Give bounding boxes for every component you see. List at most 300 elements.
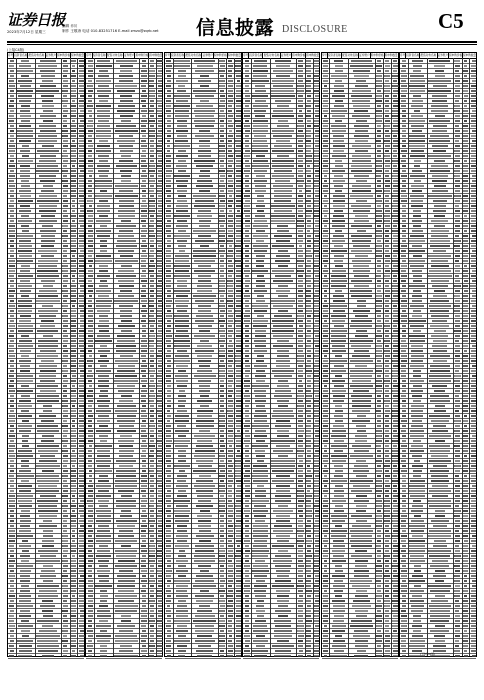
table-cell-text <box>463 430 468 432</box>
table-cell-text <box>276 570 290 572</box>
table-cell-text <box>22 155 29 157</box>
table-cell-text <box>356 425 366 427</box>
table-cell-text <box>236 290 240 292</box>
table-cell-text <box>141 110 147 112</box>
table-cell-text <box>176 610 189 612</box>
table-cell-text <box>167 205 171 207</box>
table-cell-text <box>175 115 189 117</box>
table-cell-text <box>411 415 423 417</box>
table-cell-text <box>157 220 163 222</box>
table-cell-text <box>235 310 241 312</box>
table-cell-text <box>471 370 477 372</box>
table-cell-text <box>314 340 319 342</box>
table-cell-text <box>88 270 93 272</box>
table-cell-text <box>385 590 389 592</box>
table-cell-text <box>471 145 476 147</box>
table-cell-text <box>119 530 132 532</box>
table-cell-text <box>314 490 319 492</box>
table-cell-text <box>393 465 397 467</box>
table-cell-text <box>298 525 302 527</box>
table-cell-text <box>392 625 398 627</box>
table-cell-text <box>245 365 250 367</box>
table-cell-text <box>401 290 406 292</box>
table-cell-text <box>166 530 171 532</box>
table-cell-text <box>227 595 233 597</box>
table-cell-text <box>245 550 250 552</box>
table-cell-text <box>63 335 68 337</box>
table-cell-text <box>277 350 289 352</box>
table-cell-text <box>413 330 420 332</box>
table-cell-text <box>245 625 249 627</box>
table-cell-text <box>298 470 303 472</box>
table-cell-text <box>149 305 154 307</box>
table-cell-text <box>142 135 146 137</box>
table-cell-text <box>17 375 33 377</box>
table-cell-text <box>393 65 398 67</box>
table-cell-text <box>385 470 389 472</box>
table-cell-text <box>323 70 328 72</box>
table-cell-text <box>167 565 171 567</box>
table-cell-text <box>88 155 92 157</box>
table-cell-text <box>174 640 190 642</box>
table-cell-text <box>413 215 421 217</box>
table-cell-text <box>97 115 111 117</box>
table-cell-text <box>376 485 381 487</box>
table-cell-text <box>413 290 421 292</box>
table-cell-text <box>87 105 93 107</box>
table-cell-text <box>79 335 84 337</box>
table-cell-text <box>157 440 163 442</box>
table-cell-text <box>385 545 390 547</box>
table-cell-text <box>253 465 267 467</box>
table-cell-text <box>323 100 327 102</box>
table-cell-text <box>393 250 398 252</box>
table-cell-text <box>96 290 111 292</box>
table-cell-text <box>377 425 382 427</box>
table-cell-text <box>229 130 233 132</box>
table-cell-text <box>10 130 15 132</box>
table-cell-text <box>454 60 460 62</box>
table-cell-text <box>63 285 67 287</box>
table-cell-text <box>157 235 162 237</box>
table-cell-text <box>271 220 294 222</box>
table-cell-text <box>228 85 233 87</box>
table-cell-text <box>119 200 134 202</box>
table-cell-text <box>38 450 58 452</box>
table-cell-text <box>21 265 30 267</box>
table-cell-text <box>174 265 189 267</box>
table-cell-text <box>306 190 311 192</box>
table-cell-text <box>298 330 302 332</box>
table-cell-text <box>411 350 423 352</box>
table-cell-text <box>43 285 53 287</box>
table-cell-text <box>88 80 92 82</box>
table-cell-text <box>62 425 68 427</box>
table-cell-text <box>195 640 215 642</box>
table-cell-text <box>142 360 146 362</box>
table-cell-text <box>245 360 249 362</box>
table-cell-text <box>276 535 291 537</box>
table-header-cell: 拟申购数量 <box>306 54 320 57</box>
table-cell-text <box>79 240 84 242</box>
table-cell-text <box>392 270 398 272</box>
table-cell-text <box>71 415 77 417</box>
table-cell-text <box>315 640 319 642</box>
table-cell-text <box>236 160 242 162</box>
table-cell-text <box>19 65 31 67</box>
table-cell-text <box>432 180 447 182</box>
table-cell-text <box>10 125 15 127</box>
table-cell-text <box>79 480 84 482</box>
table-cell-text <box>72 555 76 557</box>
table-cell-text <box>334 440 344 442</box>
table-cell-text <box>245 340 249 342</box>
table-cell-text <box>176 130 188 132</box>
table-cell-text <box>275 650 291 652</box>
table-cell-text <box>9 455 15 457</box>
table-cell-text <box>245 200 250 202</box>
table-cell-text <box>228 135 233 137</box>
table-cell-text <box>277 575 288 577</box>
table-cell-text <box>9 435 15 437</box>
table-cell-text <box>331 275 346 277</box>
table-cell-text <box>72 500 76 502</box>
table-cell-text <box>393 240 398 242</box>
table-cell-text <box>253 565 268 567</box>
table-cell-text <box>63 140 69 142</box>
table-cell-text <box>298 545 303 547</box>
table-cell-text <box>228 505 232 507</box>
table-cell-text <box>385 120 390 122</box>
table-cell-text <box>323 105 328 107</box>
table-cell-text <box>71 655 76 657</box>
table-cell-text <box>393 545 398 547</box>
table-cell-text <box>220 295 225 297</box>
table-cell-text <box>9 505 15 507</box>
table-cell-text <box>376 115 381 117</box>
table-cell-text <box>157 250 163 252</box>
table-cell-text <box>177 605 187 607</box>
table-cell-text <box>96 300 112 302</box>
table-cell-text <box>377 610 382 612</box>
table-cell-text <box>88 535 92 537</box>
table-cell-text <box>306 255 312 257</box>
table-cell-text <box>178 370 187 372</box>
table-cell-text <box>142 450 146 452</box>
table-row <box>165 653 241 659</box>
table-cell-text <box>274 655 291 657</box>
table-cell-text <box>157 165 163 167</box>
table-cell-text <box>88 495 92 497</box>
table-cell-text <box>471 480 477 482</box>
table-cell-text <box>410 340 425 342</box>
table-cell-text <box>455 165 460 167</box>
table-cell-text <box>79 450 85 452</box>
table-cell-text <box>219 235 224 237</box>
table-cell-text <box>276 515 289 517</box>
table-cell-text <box>434 410 446 412</box>
table-cell-text <box>401 85 406 87</box>
table-cell-text <box>99 140 108 142</box>
table-cell-text <box>79 195 85 197</box>
table-cell-text <box>220 255 224 257</box>
table-cell-text <box>88 390 93 392</box>
table-cell-text <box>307 450 311 452</box>
table-cell-text <box>195 625 215 627</box>
table-cell-text <box>429 530 451 532</box>
table-cell-text <box>409 550 425 552</box>
table-cell-text <box>356 120 367 122</box>
table-cell-text <box>158 420 162 422</box>
table-cell-text <box>79 130 84 132</box>
table-cell-text <box>79 540 85 542</box>
table-cell-text <box>80 250 84 252</box>
table-cell-text <box>306 150 310 152</box>
table-cell-text <box>157 65 162 67</box>
table-cell-text <box>141 290 146 292</box>
table-cell-text <box>166 170 172 172</box>
table-cell-text <box>79 420 85 422</box>
table-cell-text <box>199 190 210 192</box>
table-cell-text <box>307 245 311 247</box>
table-cell-text <box>157 555 163 557</box>
table-cell-text <box>306 395 312 397</box>
table-cell-text <box>118 490 133 492</box>
table-cell-text <box>355 140 368 142</box>
table-cell-text <box>455 280 460 282</box>
table-cell-text <box>306 510 312 512</box>
table-cell-text <box>254 515 266 517</box>
table-cell-text <box>220 540 224 542</box>
table-cell-text <box>150 405 155 407</box>
table-cell-text <box>471 550 476 552</box>
table-cell-text <box>141 255 147 257</box>
table-cell-text <box>63 230 67 232</box>
table-cell-text <box>141 410 146 412</box>
table-cell-text <box>392 620 398 622</box>
table-cell-text <box>18 415 32 417</box>
table-cell-text <box>236 230 241 232</box>
table-cell-text <box>376 305 382 307</box>
table-cell-text <box>9 145 15 147</box>
table-cell-text <box>166 70 171 72</box>
table-cell-text <box>220 470 225 472</box>
table-cell-text <box>149 170 154 172</box>
table-cell-text <box>166 110 171 112</box>
table-cell-text <box>150 465 154 467</box>
table-cell-text <box>220 585 224 587</box>
table-cell-text <box>236 420 241 422</box>
table-cell-text <box>411 445 423 447</box>
table-cell-text <box>37 500 58 502</box>
table-cell-text <box>195 115 215 117</box>
table-cell-text <box>435 115 445 117</box>
table-cell-text <box>352 240 372 242</box>
table-cell-text <box>88 225 92 227</box>
table-cell-text <box>166 430 171 432</box>
table-cell-text <box>331 370 346 372</box>
table-cell-text <box>197 65 213 67</box>
table-cell-text <box>402 140 407 142</box>
table-cell-text <box>236 85 241 87</box>
table-cell-text <box>166 485 171 487</box>
table-cell-text <box>220 445 225 447</box>
table-cell-text <box>323 285 327 287</box>
table-cell-text <box>115 605 138 607</box>
table-cell-text <box>455 270 460 272</box>
table-cell-text <box>88 305 92 307</box>
table-cell-text <box>463 535 468 537</box>
table-cell-text <box>141 365 147 367</box>
table-cell-text <box>412 535 423 537</box>
table-cell-text <box>228 175 232 177</box>
table-cell-text <box>315 290 319 292</box>
table-cell-text <box>435 70 444 72</box>
table-cell-text <box>306 325 311 327</box>
table-cell-text <box>177 480 186 482</box>
table-cell-text <box>37 275 58 277</box>
table-cell-text <box>411 410 423 412</box>
table-cell-text <box>41 245 54 247</box>
table-cell-text <box>351 295 373 297</box>
table-cell-text <box>89 115 93 117</box>
table-cell-text <box>62 270 68 272</box>
table-cell-text <box>198 565 212 567</box>
table-cell-text <box>430 470 449 472</box>
table-cell-text <box>324 560 328 562</box>
table-cell-text <box>463 435 468 437</box>
table-cell-text <box>324 385 328 387</box>
table-cell-text <box>167 120 171 122</box>
table-cell-text <box>166 200 171 202</box>
table-cell-text <box>429 305 451 307</box>
table-cell-text <box>150 250 154 252</box>
table-cell-text <box>401 265 407 267</box>
table-cell-text <box>254 220 268 222</box>
table-cell-text <box>307 230 311 232</box>
table-cell-text <box>271 465 295 467</box>
table-cell-text <box>332 500 346 502</box>
table-cell-text <box>377 135 382 137</box>
table-cell-text <box>178 395 185 397</box>
table-cell-text <box>276 490 290 492</box>
table-cell-text <box>298 335 303 337</box>
table-cell-text <box>228 120 232 122</box>
table-cell-text <box>9 275 14 277</box>
table-cell-text <box>245 95 250 97</box>
table-cell-text <box>63 615 67 617</box>
table-cell-text <box>88 325 93 327</box>
table-cell-text <box>377 185 381 187</box>
table-cell-text <box>9 165 15 167</box>
table-cell-text <box>71 235 77 237</box>
table-cell-text <box>98 325 109 327</box>
table-cell-text <box>115 130 138 132</box>
table-cell-text <box>71 370 76 372</box>
table-cell-text <box>149 445 155 447</box>
table-cell-text <box>176 155 188 157</box>
table-cell-text <box>385 530 389 532</box>
table-cell-text <box>228 330 234 332</box>
table-cell-text <box>41 235 55 237</box>
table-cell-text <box>71 615 76 617</box>
table-cell-text <box>121 620 131 622</box>
table-cell-text <box>455 535 460 537</box>
table-cell-text <box>236 75 241 77</box>
table-cell-text <box>178 70 187 72</box>
table-cell-text <box>166 500 171 502</box>
table-cell-text <box>245 275 249 277</box>
table-cell-text <box>9 655 14 657</box>
table-cell-text <box>236 275 242 277</box>
table-cell-text <box>157 190 163 192</box>
table-cell-text <box>10 465 14 467</box>
table-cell-text <box>18 625 33 627</box>
table-cell-text <box>40 60 56 62</box>
table-cell-text <box>332 520 345 522</box>
table-cell-text <box>220 575 224 577</box>
table-cell-text <box>62 450 68 452</box>
table-cell-text <box>63 210 67 212</box>
table-cell-text <box>9 445 15 447</box>
table-cell-text <box>401 525 406 527</box>
table-cell-text <box>236 375 242 377</box>
table-cell-text <box>229 245 233 247</box>
table-cell-text <box>79 235 84 237</box>
table-cell-text <box>471 340 477 342</box>
table-cell-text <box>307 225 311 227</box>
table-cell-text <box>116 125 136 127</box>
table-cell-text <box>100 645 108 647</box>
table-cell-text <box>256 260 264 262</box>
table-cell-text <box>323 455 328 457</box>
table-cell-text <box>334 475 343 477</box>
table-cell-text <box>323 315 328 317</box>
table-cell-text <box>455 220 459 222</box>
table-cell-text <box>40 455 55 457</box>
table-cell-text <box>63 510 67 512</box>
table-cell-text <box>119 445 134 447</box>
table-cell-text <box>167 405 171 407</box>
table-cell-text <box>351 545 371 547</box>
table-cell-text <box>20 315 31 317</box>
table-cell-text <box>324 85 328 87</box>
table-cell-text <box>393 645 398 647</box>
table-cell-text <box>79 620 84 622</box>
table-cell-text <box>314 620 319 622</box>
table-cell-text <box>298 425 304 427</box>
table-cell-text <box>17 380 33 382</box>
table-cell-text <box>71 310 76 312</box>
table-cell-text <box>244 510 250 512</box>
table-cell-text <box>307 405 311 407</box>
table-cell-text <box>323 540 327 542</box>
table-cell-text <box>297 450 303 452</box>
table-cell-text <box>333 395 345 397</box>
table-cell-text <box>429 445 450 447</box>
table-cell-text <box>430 300 449 302</box>
table-cell-text <box>21 410 29 412</box>
table-cell-text <box>256 285 265 287</box>
table-cell-text <box>62 575 68 577</box>
table-cell-text <box>401 175 406 177</box>
table-cell-text <box>150 475 155 477</box>
table-cell-text <box>463 165 469 167</box>
table-cell-text <box>271 215 295 217</box>
table-cell-text <box>377 475 382 477</box>
table-cell-text <box>411 425 423 427</box>
table-cell-text <box>401 340 406 342</box>
